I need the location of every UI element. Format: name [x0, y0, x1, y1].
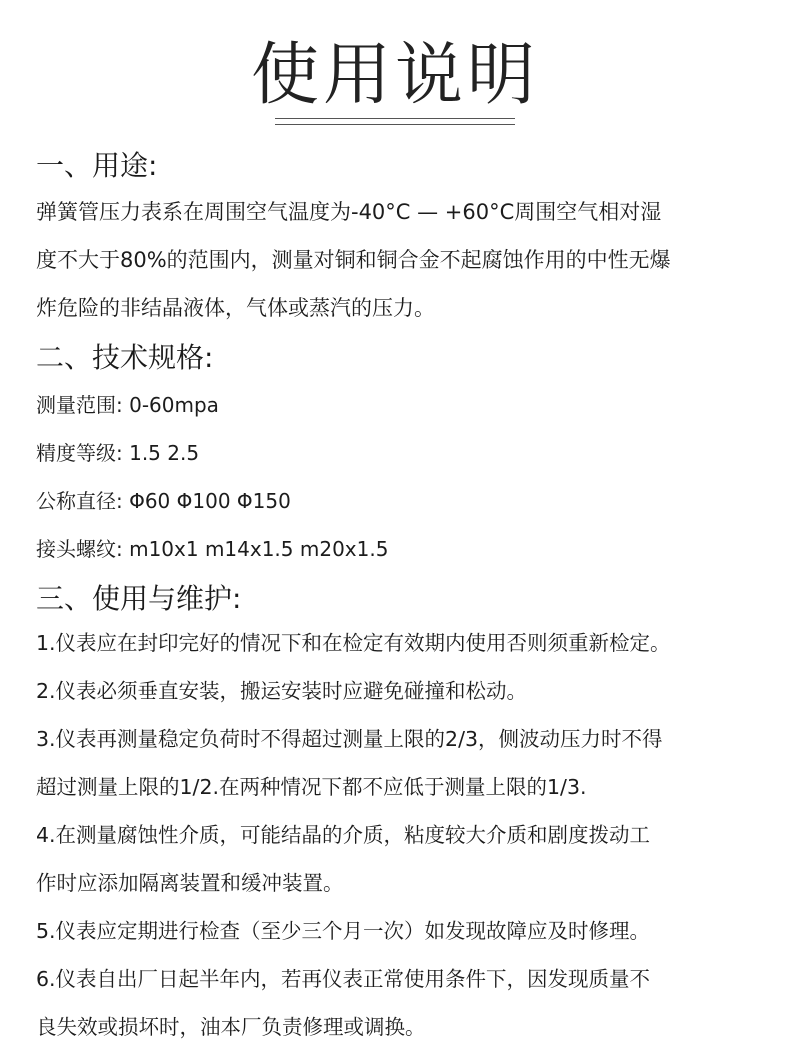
title-underline-second	[275, 124, 515, 125]
maintenance-item-continued: 良失效或损坏时，油本厂负责修理或调换。	[36, 1015, 426, 1039]
maintenance-item: 3.仪表再测量稳定负荷时不得超过测量上限的2/3，侧波动压力时不得	[36, 727, 663, 751]
maintenance-item: 6.仪表自出厂日起半年内，若再仪表正常使用条件下，因发现质量不	[36, 967, 651, 991]
section-heading-usage: 一、用途:	[36, 149, 158, 182]
usage-text-line: 度不大于80%的范围内，测量对铜和铜合金不起腐蚀作用的中性无爆	[36, 248, 671, 272]
maintenance-item-continued: 超过测量上限的1/2.在两种情况下都不应低于测量上限的1/3.	[36, 775, 587, 799]
usage-text-line: 炸危险的非结晶液体，气体或蒸汽的压力。	[36, 296, 435, 320]
maintenance-item: 4.在测量腐蚀性介质，可能结晶的介质，粘度较大介质和剧度拨动工	[36, 823, 651, 847]
spec-nominal-diameter: 公称直径: Φ60 Φ100 Φ150	[36, 489, 291, 513]
spec-accuracy-class: 精度等级: 1.5 2.5	[36, 441, 200, 465]
page-title: 使用说明	[250, 36, 539, 115]
maintenance-item-continued: 作时应添加隔离装置和缓冲装置。	[36, 871, 344, 895]
section-heading-specs: 二、技术规格:	[36, 341, 214, 374]
maintenance-item: 2.仪表必须垂直安装，搬运安装时应避免碰撞和松动。	[36, 679, 528, 703]
title-underline	[275, 118, 515, 119]
spec-measuring-range: 测量范围: 0-60mpa	[36, 393, 219, 417]
spec-connection-thread: 接头螺纹: m10x1 m14x1.5 m20x1.5	[36, 537, 389, 561]
usage-text-line: 弹簧管压力表系在周围空气温度为-40°C — +60°C周围空气相对湿	[36, 200, 662, 224]
maintenance-item: 5.仪表应定期进行检查（至少三个月一次）如发现故障应及时修理。	[36, 919, 651, 943]
section-heading-maintenance: 三、使用与维护:	[36, 582, 242, 615]
maintenance-item: 1.仪表应在封印完好的情况下和在检定有效期内使用否则须重新检定。	[36, 631, 671, 655]
